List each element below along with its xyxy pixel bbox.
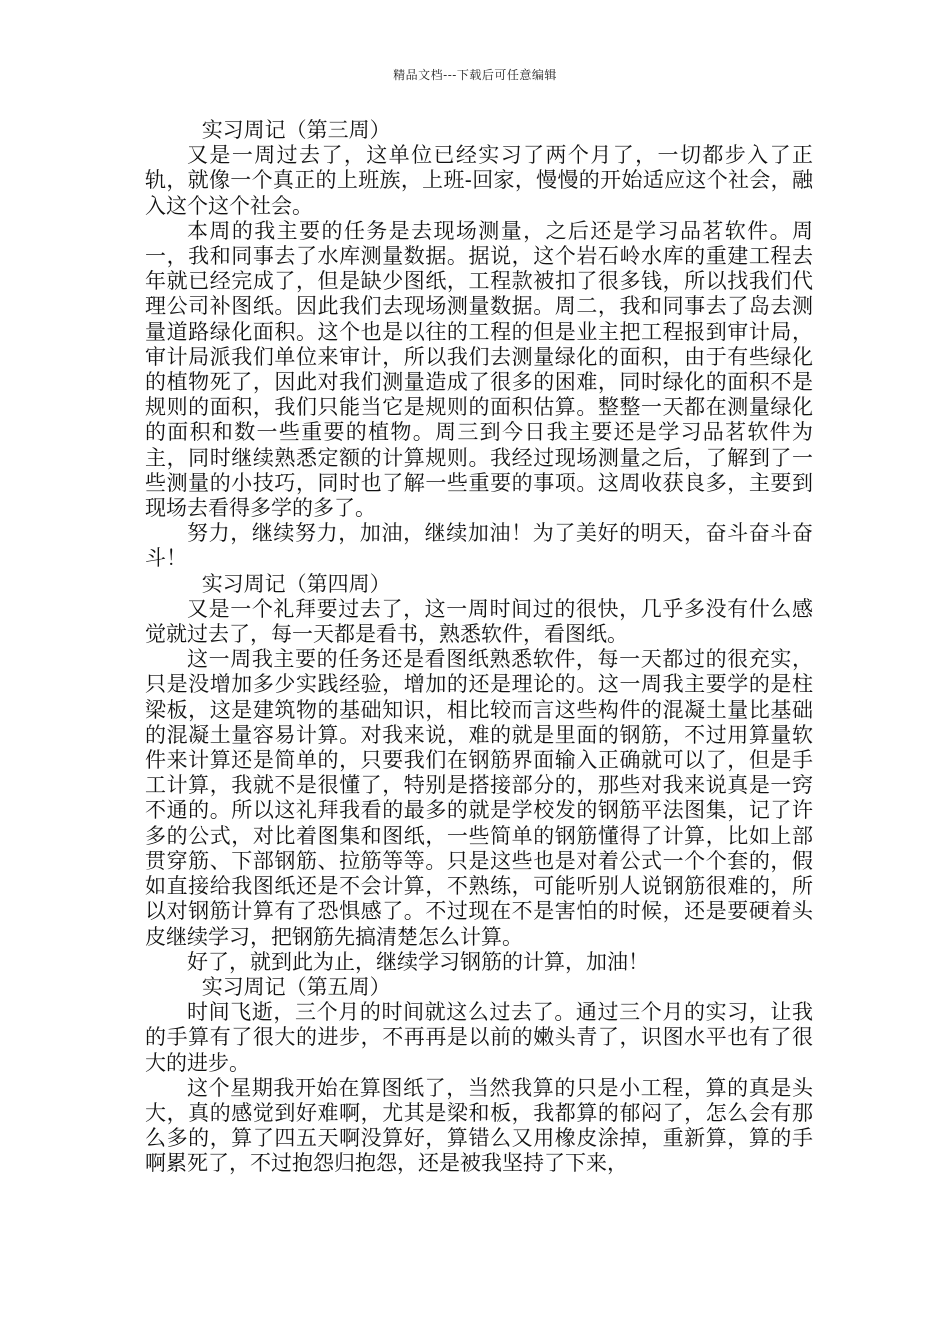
paragraph: 时间飞逝，三个月的时间就这么过去了。通过三个月的实习，让我的手算有了很大的进步，不再再是以前的嫩头青了，识图水平也有了很大的进步。	[145, 1000, 813, 1075]
paragraph: 又是一个礼拜要过去了，这一周时间过的很快，几乎多没有什么感觉就过去了，每一天都是看书，熟悉软件，看图纸。	[145, 596, 813, 647]
paragraph: 又是一周过去了，这单位已经实习了两个月了，一切都步入了正轨，就像一个真正的上班族，上班-回家，慢慢的开始适应这个社会，融入这个这个社会。	[145, 143, 813, 218]
document-body	[145, 118, 813, 1177]
section-title-week3: 实习周记（第三周）	[201, 118, 391, 142]
paragraph: 努力，继续努力，加油，继续加油！为了美好的明天，奋斗奋斗奋斗！	[145, 521, 813, 571]
paragraph: 这个星期我开始在算图纸了，当然我算的只是小工程，算的真是头大，真的感觉到好难啊，尤其是梁和板，我都算的郁闷了，怎么会有那么多的，算了四五天啊没算好，算错么又用橡皮涂掉，重新算，算的手啊累死了，不过抱怨归抱怨，还是被我坚持了下来，	[145, 1075, 813, 1176]
section-title-week4: 实习周记（第四周）	[201, 571, 391, 596]
paragraph: 好了，就到此为止，继续学习钢筋的计算，加油！	[187, 949, 649, 974]
paragraph: 这一周我主要的任务还是看图纸熟悉软件，每一天都过的很充实，只是没增加多少实践经验，增加的还是理论的。这一周我主要学的是柱梁板，这是建筑物的基础知识，相比较而言这些构件的混凝土量比基础的混凝土量容易计算。对我来说，难的就是里面的钢筋，不过用算量软件来计算还是简单的，只要我们在钢筋界面输入正确就可以了，但是手工计算，我就不是很懂了，特别是搭接部分的，那些对我来说真是一窍不通的。所以这礼拜我看的最多的就是学校发的钢筋平法图集，记了许多的公式，对比着图集和图纸，一些简单的钢筋懂得了计算，比如上部贯穿筋、下部钢筋、拉筋等等。只是这些也是对着公式一个个套的，假如直接给我图纸还是不会计算，不熟练，可能听别人说钢筋很难的，所以对钢筋计算有了恐惧感了。不过现在不是害怕的时候，还是要硬着头皮继续学习，把钢筋先搞清楚怎么计算。	[145, 647, 813, 949]
paragraph: 本周的我主要的任务是去现场测量，之后还是学习品茗软件。周一，我和同事去了水库测量数据。据说，这个岩石岭水库的重建工程去年就已经完成了，但是缺少图纸，工程款被扣了很多钱，所以找我们代理公司补图纸。因此我们去现场测量数据。周二，我和同事去了岛去测量道路绿化面积。这个也是以往的工程的但是业主把工程报到审计局，审计局派我们单位来审计，所以我们去测量绿化的面积，由于有些绿化的植物死了，因此对我们测量造成了很多的困难，同时绿化的面积不是规则的面积，我们只能当它是规则的面积估算。整整一天都在测量绿化的面积和数一些重要的植物。周三到今日我主要还是学习品茗软件为主，同时继续熟悉定额的计算规则。我经过现场测量之后，了解到了一些测量的小技巧，同时也了解一些重要的事项。这周收获良多，主要到现场去看得多学的多了。	[145, 218, 813, 521]
page-header: 精品文档---下载后可任意编辑	[393, 68, 557, 82]
section-title-week5: 实习周记（第五周）	[201, 974, 391, 999]
